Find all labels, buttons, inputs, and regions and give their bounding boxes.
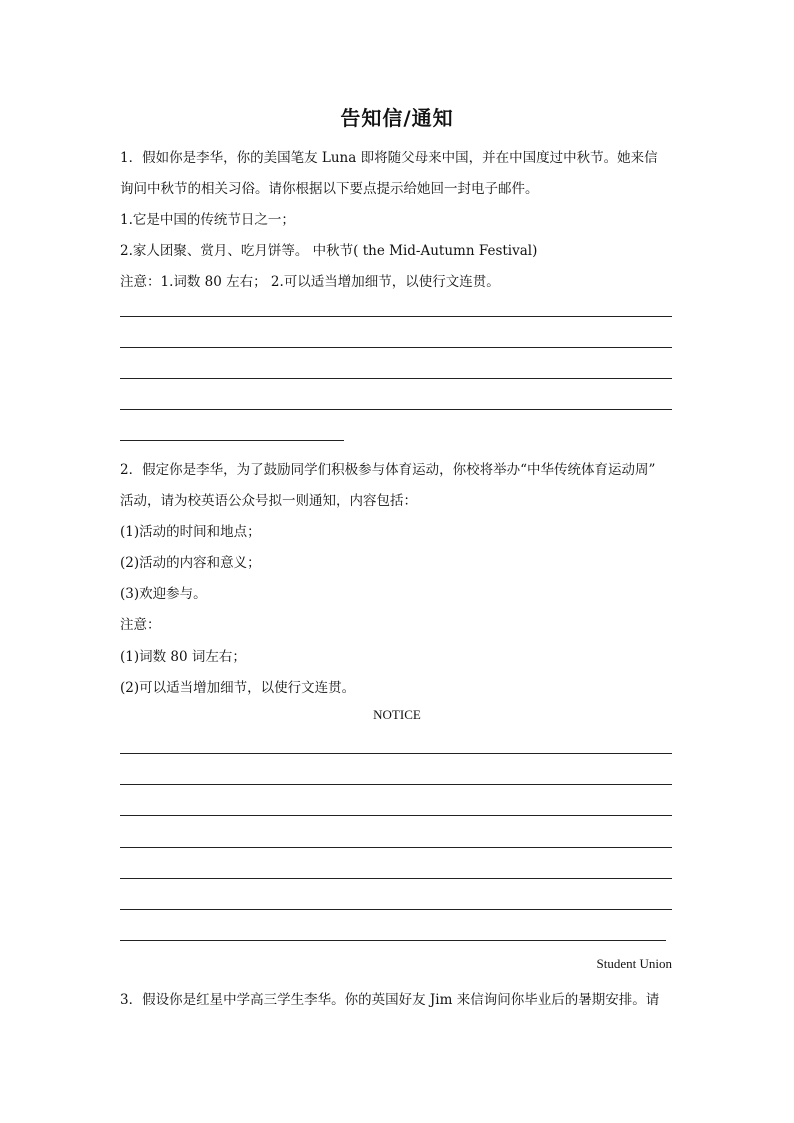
q2-answer-line[interactable]: [120, 784, 672, 785]
q2-note-2: (2)可以适当增加细节，以使行文连贯。: [120, 680, 356, 696]
q2-answer-line[interactable]: [120, 815, 672, 816]
q1-prompt-line-1: 1．假如你是李华，你的美国笔友 Luna 即将随父母来中国，并在中国度过中秋节。她来信: [120, 150, 658, 166]
notice-heading: NOTICE: [373, 707, 421, 722]
q1-answer-line[interactable]: [120, 316, 672, 317]
q3-prompt-line-1: 3．假设你是红星中学高三学生李华。你的英国好友 Jim 来信询问你毕业后的暑期安排。请: [120, 992, 660, 1008]
q2-answer-line[interactable]: [120, 878, 672, 879]
q2-answer-line[interactable]: [120, 847, 672, 848]
q2-prompt-line-1: 2．假定你是李华，为了鼓励同学们积极参与体育运动，你校将举办“中华传统体育运动周”: [120, 462, 656, 478]
q2-item-3: (3)欢迎参与。: [120, 586, 207, 602]
q1-prompt-line-2: 询问中秋节的相关习俗。请你根据以下要点提示给她回一封电子邮件。: [120, 181, 539, 197]
q2-answer-line[interactable]: [120, 909, 672, 910]
notice-signature: Student Union: [596, 956, 672, 971]
q2-note-1: (1)词数 80 词左右；: [120, 649, 246, 665]
q1-answer-line[interactable]: [120, 378, 672, 379]
q2-answer-line[interactable]: [120, 753, 672, 754]
q1-point-1: 1.它是中国的传统节日之一；: [120, 212, 295, 228]
q1-answer-line[interactable]: [120, 409, 672, 410]
q1-note: 注意：1.词数 80 左右； 2.可以适当增加细节，以使行文连贯。: [120, 274, 500, 290]
q2-item-1: (1)活动的时间和地点；: [120, 524, 261, 540]
q1-answer-line[interactable]: [120, 347, 672, 348]
q2-note-label: 注意：: [120, 617, 161, 633]
q2-answer-line[interactable]: [120, 940, 666, 941]
q2-prompt-line-2: 活动，请为校英语公众号拟一则通知，内容包括：: [120, 493, 417, 509]
q2-item-2: (2)活动的内容和意义；: [120, 555, 261, 571]
q1-point-2: 2.家人团聚、赏月、吃月饼等。 中秋节( the Mid-Autumn Festival): [120, 243, 538, 259]
page-title: 告知信/通知: [340, 106, 454, 130]
q1-answer-line[interactable]: [120, 440, 344, 441]
